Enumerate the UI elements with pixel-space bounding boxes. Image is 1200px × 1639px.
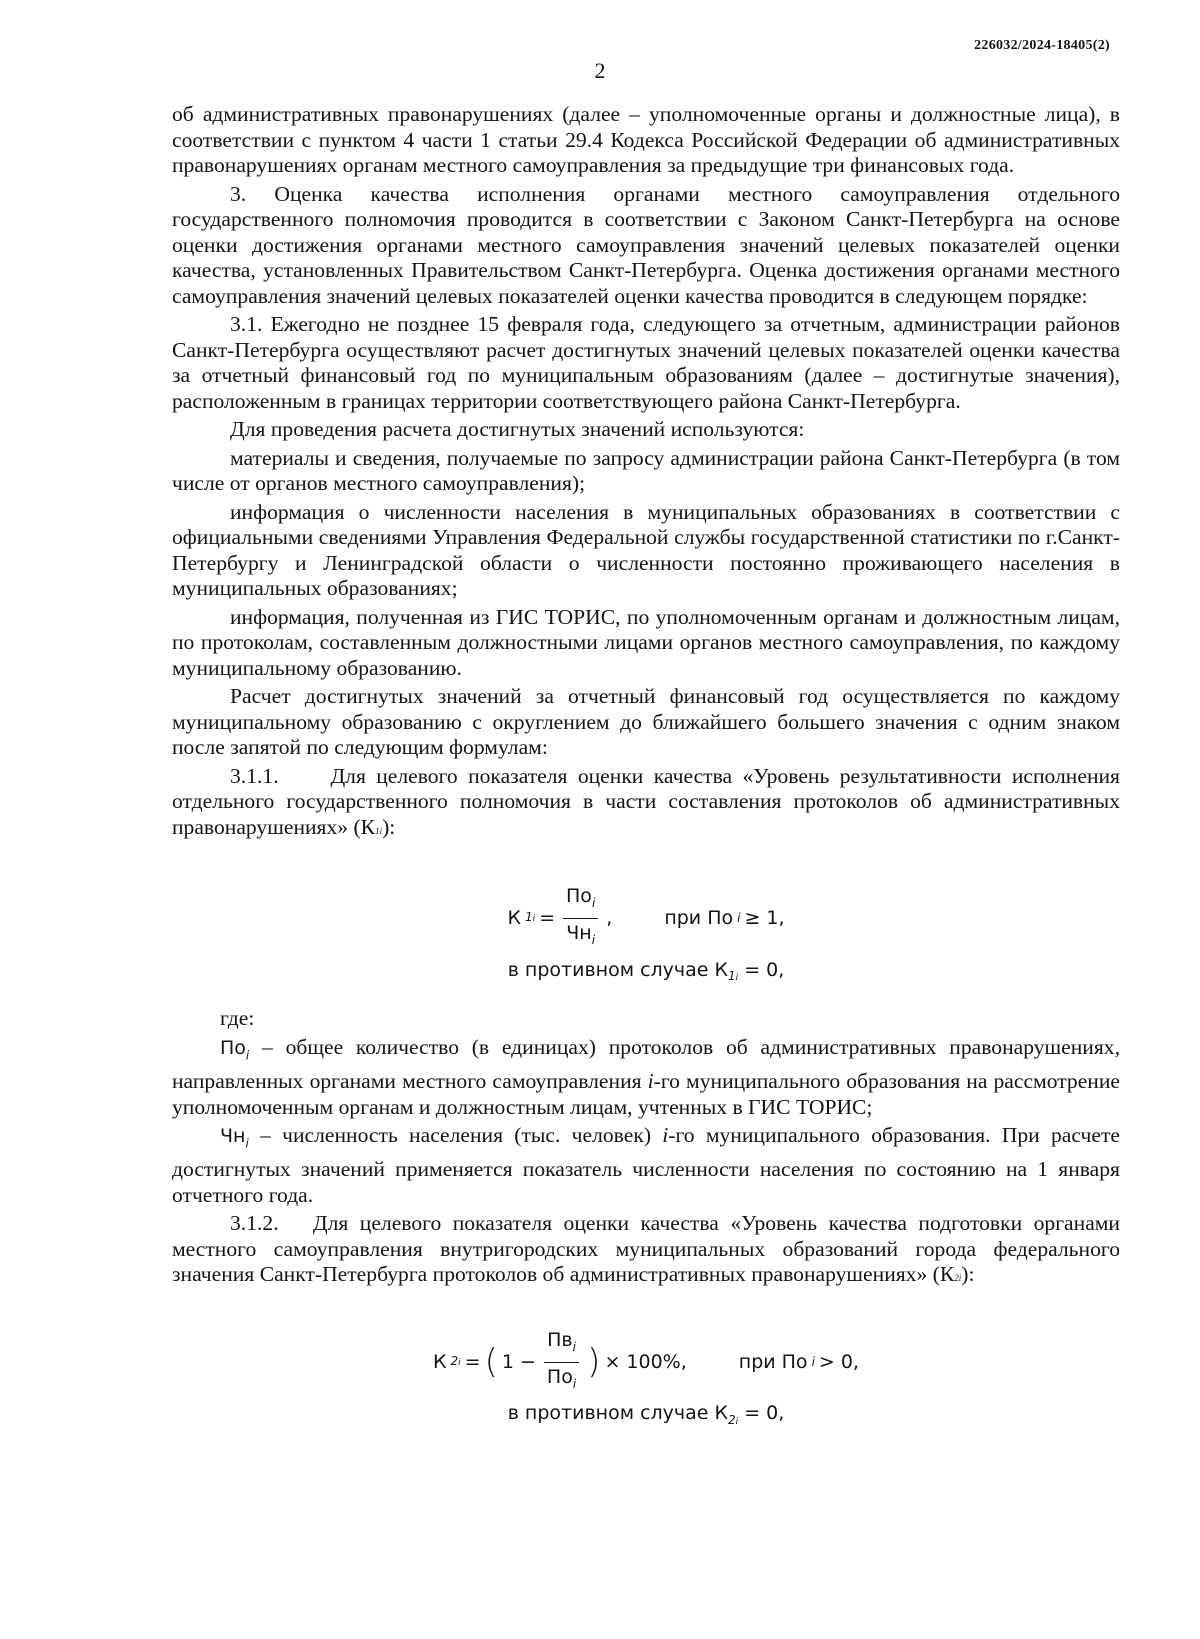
paragraph-3-1-2: 3.1.2. Для целевого показателя оценки качества «Уровень качества подготовки органами местного самоуправления внутригородских муниципальных образований города федерального значения Санкт-Петербурга протоколов об административных правонарушениях» (К2i): [172, 1211, 1120, 1287]
definition-po: $По_i$ – общее количество (в единицах) протоколов об административных правонарушениях, направленных органами местного самоуправления i-го муниципального образования на рассмотрение уполномоченным органам и должностным лицам, учтенных в ГИС ТОРИС; [172, 1035, 1120, 1119]
clause-number: 3.1.2. [230, 1211, 279, 1236]
paragraph-sources-intro: Для проведения расчета достигнутых значений используются: [230, 417, 805, 441]
paragraph-3-1-1: 3.1.1. Для целевого показателя оценки качества «Уровень результативности исполнения отдельного государственного полномочия в части составления протоколов об административных правонарушениях» (К1i): [172, 763, 1120, 839]
fraction-k1: $\frac{По_i}{Чн_i}$ [563, 884, 598, 954]
paragraph-3-1: 3.1. Ежегодно не позднее 15 февраля года, следующего за отчетным, администрации районов Санкт-Петербурга осуществляют расчет достигнутых значений целевых показателей оценки качества за отчетный финансовый год по муниципальным образованиям (далее – достигнутые значения), расположенным в границах территории соответствующего района Санкт-Петербурга. [172, 312, 1120, 413]
paragraph-calculation: Расчет достигнутых значений за отчетный финансовый год осуществляется по каждому муниципальному образованию с округлением до ближайшего большего значения с одним знаком после запятой по следующим формулам: [172, 684, 1120, 759]
list-item-population: информация о численности населения в муниципальных образованиях в соответствии с официальными сведениями Управления Федеральной службы государственной статистики по г.Санкт-Петербургу и Ленинградской области о численности постоянно проживающего населения в муниципальных образованиях; [172, 499, 1120, 600]
document-id: 226032/2024-18405(2) [974, 38, 1110, 53]
clause-number: 3.1.1. [230, 763, 279, 788]
formula-k2: К 2i = ( 1 − $\frac{Пв_i}{По_i}$ ) × 100%, при По i > 0, [172, 1328, 1120, 1398]
list-item-materials: материалы и сведения, получаемые по запросу администрации района Санкт-Петербурга (в том числе от органов местного самоуправления); [172, 445, 1120, 495]
clause-text: Для целевого показателя оценки качества «Уровень результативности исполнения отдельного государственного полномочия в части составления протоколов об административных правонарушениях» (К [172, 763, 1120, 839]
formula-k1-otherwise: в противном случае $К_{1i} = 0$, [507, 958, 785, 984]
page-number: 2 [594, 58, 606, 83]
list-item-gis-toris: информация, полученная из ГИС ТОРИС, по уполномоченным органам и должностным лицам, по протоколам, составленным должностными лицами органов местного самоуправления, по каждому муниципальному образованию. [172, 604, 1120, 680]
paragraph-3: 3. Оценка качества исполнения органами местного самоуправления отдельного государственного полномочия проводится в соответствии с Законом Санкт-Петербурга на основе оценки достижения органами местного самоуправления значений целевых показателей оценки качества, установленных Правительством Санкт-Петербурга. Оценка достижения органами местного самоуправления значений целевых показателей оценки качества проводится в следующем порядке: [172, 181, 1120, 308]
paragraph-continuation: об административных правонарушениях (далее – уполномоченные органы и должностные лица), в соответствии с пунктом 4 части 1 статьи 29.4 Кодекса Российской Федерации об административных правонарушениях органам местного самоуправления за предыдущие три финансовых года. [172, 102, 1120, 177]
formula-k2-otherwise: в противном случае $К_{2i} = 0$, [507, 1402, 785, 1427]
formula-k1: К 1i = $\frac{По_i}{Чн_i}$ , при По i ≥ 1, [172, 884, 1120, 954]
document-body [172, 102, 1120, 1435]
fraction-k2: $\frac{Пв_i}{По_i}$ [544, 1328, 579, 1398]
definition-chn: $Чн_i$ – численность населения (тыс. человек) i-го муниципального образования. При расчете достигнутых значений применяется показатель численности населения по состоянию на 1 января отчетного года. [172, 1123, 1120, 1207]
clause-text: Для целевого показателя оценки качества «Уровень качества подготовки органами местного самоуправления внутригородских муниципальных образований города федерального значения Санкт-Петербурга протоколов об административных правонарушениях» (К [172, 1211, 1120, 1287]
where-label: где: [220, 1005, 255, 1030]
